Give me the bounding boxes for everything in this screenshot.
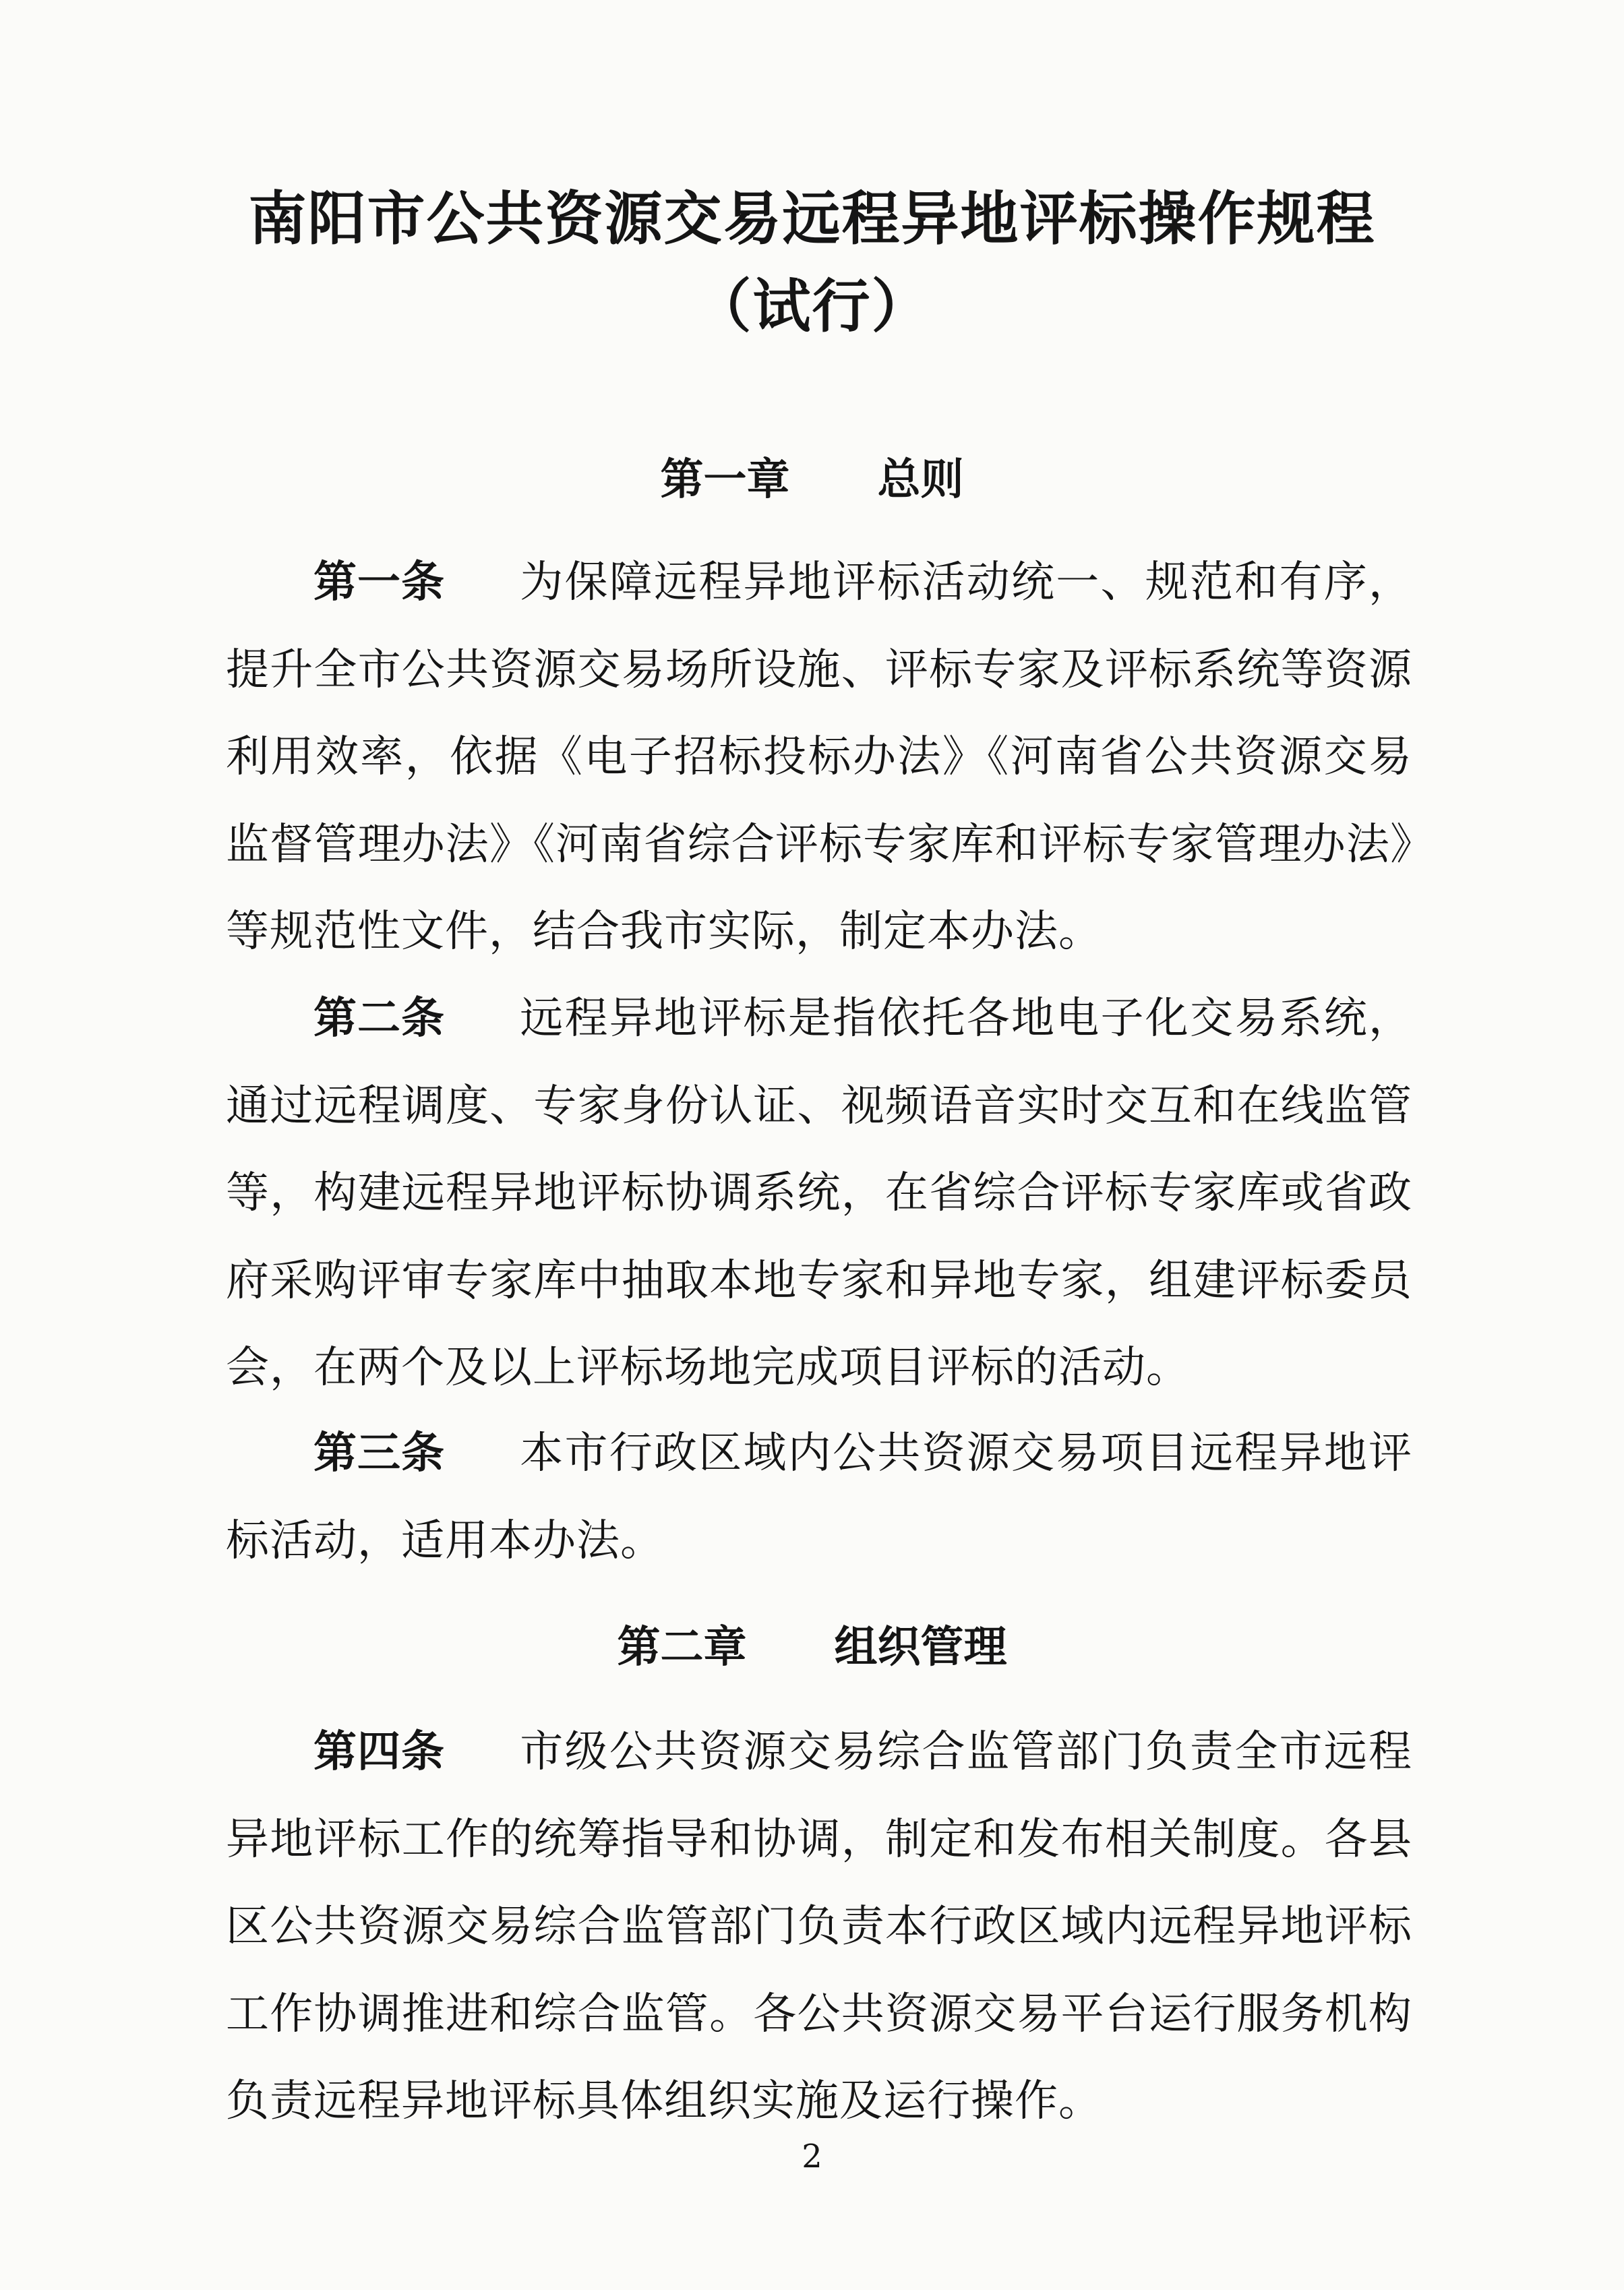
- page-number: 2: [802, 2138, 822, 2175]
- chapter-heading-2: [0, 1623, 1624, 1673]
- article-2: [226, 975, 1412, 1412]
- article-4: [226, 1709, 1412, 2146]
- article-text: 市级公共资源交易综合监管部门负责全市远程异地评标工作的统筹指导和协调，制定和发布相关制度。各县区公共资源交易综合监管部门负责本行政区域内远程异地评标工作协调推进和综合监管。各公共资源交易平台运行服务机构负责远程异地评标具体组织实施及运行操作。: [226, 1727, 1412, 2126]
- article-1: [226, 539, 1412, 976]
- chapter-name: 组织管理: [834, 1623, 1007, 1673]
- article-3: [226, 1410, 1412, 1585]
- chapter-name: 总则: [877, 455, 964, 505]
- article-text: 远程异地评标是指依托各地电子化交易系统，通过远程调度、专家身份认证、视频语音实时交互和在线监管等，构建远程异地评标协调系统，在省综合评标专家库或省政府采购评审专家库中抽取本地专家和异地专家，组建评标委员会，在两个及以上评标场地完成项目评标的活动。: [226, 994, 1412, 1393]
- article-label: 第四条: [313, 1727, 445, 1777]
- chapter-number: 第一章: [660, 455, 790, 505]
- document-title: 南阳市公共资源交易远程异地评标操作规程: [248, 185, 1376, 253]
- article-label: 第三条: [313, 1428, 445, 1478]
- article-text: 为保障远程异地评标活动统一、规范和有序，提升全市公共资源交易场所设施、评标专家及评标系统等资源利用效率，依据《电子招标投标办法》《河南省公共资源交易监督管理办法》《河南省综合评标专家库和评标专家管理办法》等规范性文件，结合我市实际，制定本办法。: [226, 558, 1412, 957]
- article-label: 第二条: [313, 994, 445, 1044]
- article-text: 本市行政区域内公共资源交易项目远程异地评标活动，适用本办法。: [226, 1428, 1412, 1566]
- document-subtitle: （试行）: [693, 273, 931, 340]
- chapter-number: 第二章: [617, 1623, 747, 1673]
- chapter-heading-1: [0, 455, 1624, 505]
- article-label: 第一条: [313, 558, 445, 607]
